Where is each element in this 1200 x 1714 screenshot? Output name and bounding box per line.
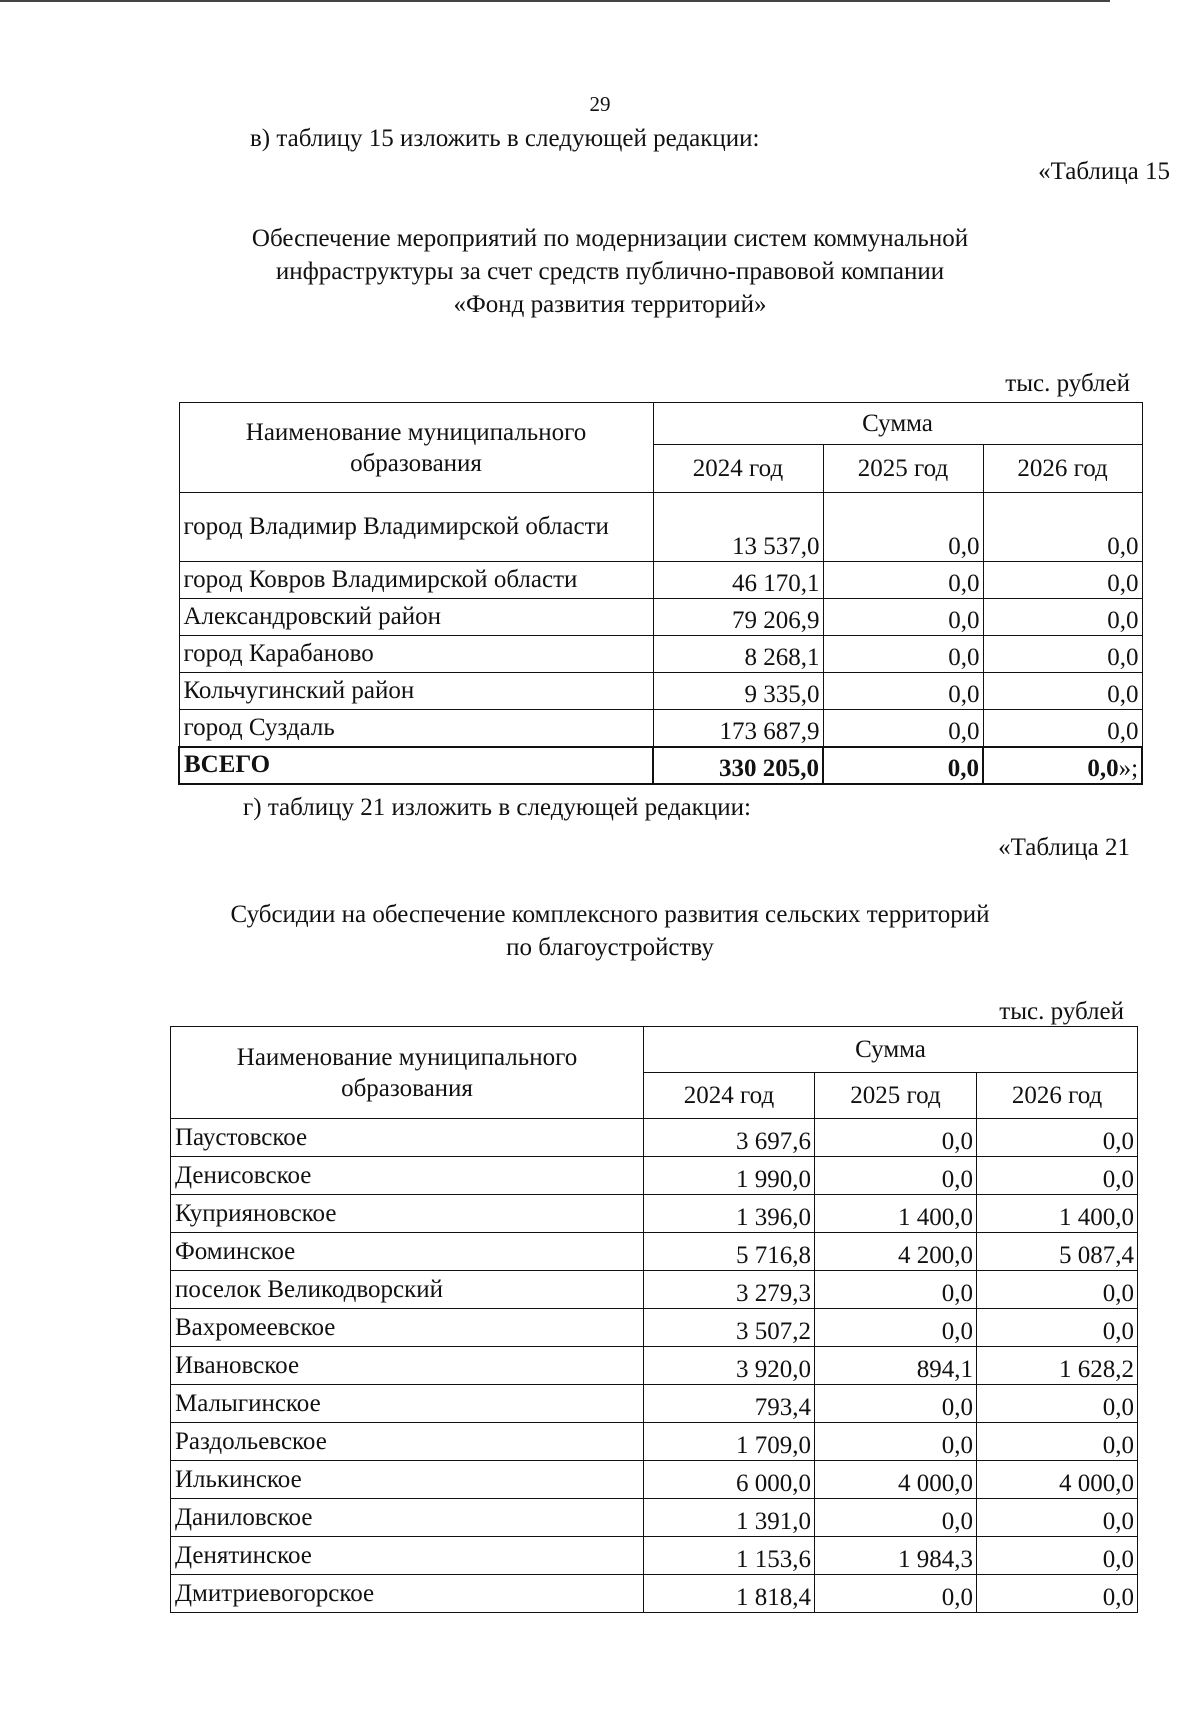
value-2025: 0,0 xyxy=(815,1309,977,1347)
table-row xyxy=(171,1157,1138,1195)
value-2026: 0,0 xyxy=(977,1271,1138,1309)
value-2025: 0,0 xyxy=(815,1119,977,1157)
value-2024: 8 268,1 xyxy=(653,636,823,673)
table-row xyxy=(171,1309,1138,1347)
table-15-title-line: Обеспечение мероприятий по модернизации систем коммунальной xyxy=(251,225,969,252)
table-row xyxy=(179,493,1142,562)
value-2024: 3 920,0 xyxy=(644,1347,815,1385)
value-2024: 1 396,0 xyxy=(644,1195,815,1233)
value-2025: 0,0 xyxy=(815,1385,977,1423)
value-2024: 9 335,0 xyxy=(653,673,823,710)
total-2024: 330 205,0 xyxy=(653,747,823,784)
table-21 xyxy=(170,1026,1138,1613)
row-name: Александровский район xyxy=(179,599,653,636)
table-row xyxy=(171,1423,1138,1461)
value-2025: 0,0 xyxy=(815,1271,977,1309)
value-2024: 6 000,0 xyxy=(644,1461,815,1499)
table-row xyxy=(171,1537,1138,1575)
value-2024: 793,4 xyxy=(644,1385,815,1423)
header-year-2024: 2024 год xyxy=(653,445,823,493)
row-name: Кольчугинский район xyxy=(179,673,653,710)
value-2025: 0,0 xyxy=(815,1423,977,1461)
header-year-2025: 2025 год xyxy=(823,445,983,493)
row-name: Раздольевское xyxy=(171,1423,644,1461)
table-21-units: тыс. рублей xyxy=(999,998,1124,1025)
table-row xyxy=(171,1575,1138,1613)
table-row xyxy=(171,1119,1138,1157)
value-2026: 0,0 xyxy=(977,1575,1138,1613)
total-label: ВСЕГО xyxy=(179,747,653,784)
value-2025: 0,0 xyxy=(823,673,983,710)
instruction-table-21: г) таблицу 21 изложить в следующей редакции: xyxy=(243,794,751,821)
value-2024: 79 206,9 xyxy=(653,599,823,636)
value-2026: 0,0 xyxy=(983,493,1142,562)
value-2025: 0,0 xyxy=(823,562,983,599)
row-name: Фоминское xyxy=(171,1233,644,1271)
total-closing-quote: »; xyxy=(1118,754,1139,782)
table-21-label: «Таблица 21 xyxy=(998,834,1130,861)
table-row xyxy=(179,599,1142,636)
table-21-title xyxy=(180,898,1040,964)
table-row xyxy=(171,1195,1138,1233)
table-15-units: тыс. рублей xyxy=(1005,370,1130,397)
table-21-title-line: по благоустройству xyxy=(506,934,714,961)
row-name: поселок Великодворский xyxy=(171,1271,644,1309)
value-2025: 0,0 xyxy=(815,1157,977,1195)
value-2025: 1 400,0 xyxy=(815,1195,977,1233)
value-2026: 0,0 xyxy=(983,710,1142,747)
row-name: Куприяновское xyxy=(171,1195,644,1233)
row-name: Дмитриевогорское xyxy=(171,1575,644,1613)
table-15-title xyxy=(180,222,1040,321)
value-2026: 0,0 xyxy=(983,673,1142,710)
value-2026: 4 000,0 xyxy=(977,1461,1138,1499)
value-2026: 0,0 xyxy=(977,1309,1138,1347)
header-name: Наименование муниципального образования xyxy=(171,1027,644,1119)
value-2024: 1 391,0 xyxy=(644,1499,815,1537)
value-2025: 0,0 xyxy=(815,1499,977,1537)
instruction-table-15: в) таблицу 15 изложить в следующей редакции: xyxy=(250,125,760,152)
header-year-2025: 2025 год xyxy=(815,1073,977,1119)
row-name: Денятинское xyxy=(171,1537,644,1575)
table-row xyxy=(179,636,1142,673)
table-row xyxy=(171,1271,1138,1309)
value-2026: 0,0 xyxy=(983,636,1142,673)
row-name: Даниловское xyxy=(171,1499,644,1537)
total-2026-value: 0,0 xyxy=(1087,754,1119,782)
header-name: Наименование муниципального образования xyxy=(179,403,653,493)
row-name: Малыгинское xyxy=(171,1385,644,1423)
table-15-label: «Таблица 15 xyxy=(1038,158,1170,185)
value-2024: 3 279,3 xyxy=(644,1271,815,1309)
row-name: город Суздаль xyxy=(179,710,653,747)
value-2024: 1 153,6 xyxy=(644,1537,815,1575)
value-2025: 0,0 xyxy=(823,710,983,747)
total-row xyxy=(179,747,1142,784)
value-2026: 0,0 xyxy=(977,1537,1138,1575)
value-2026: 0,0 xyxy=(983,599,1142,636)
value-2026: 0,0 xyxy=(977,1157,1138,1195)
table-15-title-line: инфраструктуры за счет средств публично-правовой компании xyxy=(275,258,945,285)
row-name: город Ковров Владимирской области xyxy=(179,562,653,599)
total-2026 xyxy=(983,747,1142,784)
value-2024: 1 818,4 xyxy=(644,1575,815,1613)
header-sum: Сумма xyxy=(653,403,1142,445)
row-name: Паустовское xyxy=(171,1119,644,1157)
value-2025: 1 984,3 xyxy=(815,1537,977,1575)
table-row xyxy=(179,710,1142,747)
value-2026: 0,0 xyxy=(977,1385,1138,1423)
table-15 xyxy=(178,402,1143,785)
row-name: город Владимир Владимирской области xyxy=(179,493,653,562)
row-name: город Карабаново xyxy=(179,636,653,673)
value-2026: 0,0 xyxy=(977,1119,1138,1157)
value-2026: 1 400,0 xyxy=(977,1195,1138,1233)
table-row xyxy=(171,1499,1138,1537)
value-2025: 0,0 xyxy=(823,599,983,636)
value-2024: 5 716,8 xyxy=(644,1233,815,1271)
total-2025: 0,0 xyxy=(823,747,983,784)
top-rule xyxy=(0,0,1110,2)
row-name: Ивановское xyxy=(171,1347,644,1385)
row-name: Денисовское xyxy=(171,1157,644,1195)
value-2025: 0,0 xyxy=(815,1575,977,1613)
value-2026: 0,0 xyxy=(983,562,1142,599)
table-row xyxy=(171,1461,1138,1499)
row-name: Илькинское xyxy=(171,1461,644,1499)
table-row xyxy=(171,1233,1138,1271)
value-2025: 894,1 xyxy=(815,1347,977,1385)
table-15-title-line: «Фонд развития территорий» xyxy=(453,291,767,318)
page-number: 29 xyxy=(589,92,611,116)
table-row xyxy=(171,1385,1138,1423)
value-2025: 0,0 xyxy=(823,493,983,562)
value-2026: 5 087,4 xyxy=(977,1233,1138,1271)
value-2024: 173 687,9 xyxy=(653,710,823,747)
value-2024: 13 537,0 xyxy=(653,493,823,562)
value-2024: 46 170,1 xyxy=(653,562,823,599)
header-year-2024: 2024 год xyxy=(644,1073,815,1119)
header-year-2026: 2026 год xyxy=(983,445,1142,493)
value-2024: 1 990,0 xyxy=(644,1157,815,1195)
value-2024: 1 709,0 xyxy=(644,1423,815,1461)
table-row xyxy=(179,673,1142,710)
value-2024: 3 697,6 xyxy=(644,1119,815,1157)
value-2026: 1 628,2 xyxy=(977,1347,1138,1385)
value-2026: 0,0 xyxy=(977,1423,1138,1461)
value-2024: 3 507,2 xyxy=(644,1309,815,1347)
table-21-title-line: Субсидии на обеспечение комплексного развития сельских территорий xyxy=(230,901,990,928)
table-row xyxy=(171,1347,1138,1385)
value-2025: 0,0 xyxy=(823,636,983,673)
header-year-2026: 2026 год xyxy=(977,1073,1138,1119)
value-2025: 4 000,0 xyxy=(815,1461,977,1499)
table-row xyxy=(179,562,1142,599)
row-name: Вахромеевское xyxy=(171,1309,644,1347)
value-2025: 4 200,0 xyxy=(815,1233,977,1271)
value-2026: 0,0 xyxy=(977,1499,1138,1537)
header-sum: Сумма xyxy=(644,1027,1138,1073)
